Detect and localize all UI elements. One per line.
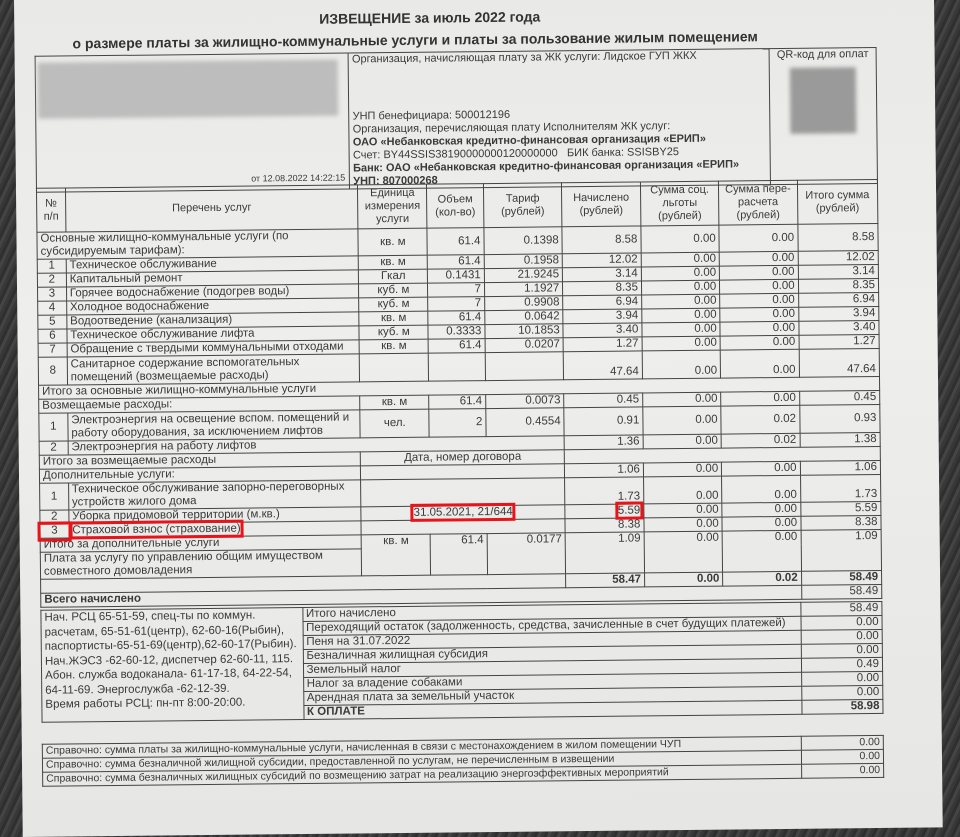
- cell-unit: кв. м: [359, 255, 428, 270]
- summary-table: [40, 601, 883, 723]
- all-charged-value: 58.49: [801, 584, 882, 599]
- cell-volume: 0.1431: [428, 269, 485, 284]
- cell-recalc: 0.00: [721, 391, 800, 406]
- office-hours: Время работы РСЦ: пн-пт 8:00-20:00.: [45, 696, 246, 711]
- cell-tariff: 21.9245: [484, 268, 563, 283]
- cell-total: 6.94: [798, 292, 879, 307]
- cell-volume: 61.4: [430, 534, 487, 576]
- cell-total: 0.93: [799, 404, 880, 433]
- section-title-main: Основные жилищно-коммунальные услуги (по субсидируемым тарифам):: [37, 229, 359, 259]
- reference-value: 0.00: [801, 735, 883, 750]
- summary-value: 0.00: [801, 643, 883, 658]
- cell-unit: Гкал: [359, 269, 428, 284]
- header-table: [35, 47, 878, 193]
- cell-benefit: 0.00: [643, 462, 722, 477]
- col-tariff: Тариф (рублей): [483, 183, 562, 228]
- payment-notice-paper: [14, 0, 943, 837]
- cell-benefit: 0.00: [643, 476, 722, 504]
- cell-number: 2: [37, 273, 66, 287]
- cell-tariff: 0.4554: [486, 408, 565, 437]
- cell-charged: 1.09: [565, 532, 644, 574]
- contract-header: Дата, номер договора: [361, 450, 565, 466]
- cell-recalc: 0.00: [720, 335, 799, 350]
- subtotal-label: Итого за возмещаемые расходы: [39, 452, 361, 469]
- cell-total: 3.94: [798, 306, 879, 321]
- cell-number: 7: [38, 343, 67, 357]
- cell-unit: кв. м: [358, 228, 427, 256]
- unp-beneficiary: УНП бенефициара: 500012196: [352, 108, 511, 123]
- bank-bik: БИК банка: SSISBY25: [566, 146, 680, 160]
- col-volume: Объем (кол-во): [427, 184, 484, 229]
- highlight-contract: 31.05.2021, 21/644: [413, 505, 513, 519]
- summary-label: Итого начислено: [302, 602, 800, 621]
- cell-total: 8.38: [801, 515, 882, 530]
- cell-service: Холодное водоснабжение: [66, 298, 359, 315]
- cell-number: 8: [38, 357, 67, 385]
- organization-block: [348, 49, 770, 189]
- cell-recalc: 0.00: [722, 502, 801, 517]
- cell-volume: 61.4: [427, 255, 484, 270]
- cell-benefit: 0.00: [643, 406, 722, 435]
- qr-code[interactable]: [790, 67, 857, 134]
- cell-empty: [485, 352, 564, 381]
- cell-volume: 61.4: [428, 311, 485, 326]
- section-title-reimbursable: Возмещаемые расходы:: [39, 396, 361, 413]
- cell-benefit: 0.00: [643, 392, 722, 407]
- cell-benefit: 0.00: [644, 517, 723, 532]
- cell-empty: [360, 353, 429, 382]
- cell-tariff: 0.0642: [485, 310, 564, 325]
- cell-benefit: 0.00: [642, 308, 721, 323]
- cell-recalc: 0.00: [722, 461, 801, 476]
- cell-recalc: 0.00: [722, 530, 801, 572]
- cell-unit: куб. м: [359, 283, 428, 298]
- cell-charged: 0.45: [564, 393, 643, 408]
- cell-unit: кв. м: [359, 311, 428, 326]
- highlight-insurance-charged: 5.59: [617, 504, 641, 517]
- cell-recalc: 0.00: [720, 349, 799, 378]
- contacts-text: Нач. РСЦ 65-51-59, спец-ты по коммун. расчетам, 65-51-61(центр), 62-60-16(Рыбин), паспортисты-65-51-69(центр),62-60-17(Рыбин). Нач.ЖЭС3 -62-60-12, диспетчер 62-60-11, 115. Абон. служба водоканала- 61-17-18, 64-22-54, 64-11-69. Энергослужба -62-12-39.: [44, 609, 297, 697]
- cell-service: Водоотведение (канализация): [67, 312, 360, 329]
- cell-unit: куб. м: [359, 297, 428, 312]
- cell-tariff: 0.1958: [484, 254, 563, 269]
- cell-volume: 7: [428, 283, 485, 298]
- summary-label: Арендная плата за земельный участок: [303, 686, 801, 705]
- cell-number: 6: [38, 329, 67, 343]
- col-recalc: Сумма пере-расчета (рублей): [719, 180, 798, 225]
- cell-benefit: 0.00: [642, 294, 721, 309]
- cell-recalc: 0.00: [720, 321, 799, 336]
- reference-value: 0.00: [802, 763, 884, 778]
- cell-charged: 0.91: [564, 407, 643, 436]
- cell-total: 8.58: [798, 223, 879, 251]
- cell-benefit: 0.00: [641, 252, 720, 267]
- reference-table: [42, 735, 884, 787]
- cell-total: 5.59: [800, 501, 881, 516]
- summary-value: 0.00: [801, 629, 883, 644]
- cell-total: 1.38: [800, 432, 881, 447]
- cell-total: 3.40: [799, 320, 880, 335]
- cell-service: Техническое обслуживание: [66, 256, 359, 273]
- cell-number: 4: [38, 301, 67, 315]
- cell-benefit: 0.00: [643, 434, 722, 449]
- summary-value: 0.00: [800, 615, 882, 630]
- summary-value: 0.00: [801, 671, 883, 686]
- cell-recalc: 0.00: [720, 293, 799, 308]
- qr-block: [769, 47, 877, 184]
- col-number: № п/п: [36, 188, 65, 232]
- bank-info: Банк: ОАО «Небанковская кредитно-финансовая организация «ЕРИП» УНП: 807000268: [353, 158, 740, 188]
- cell-benefit: 0.00: [641, 225, 720, 253]
- cell-charged: 1.36: [564, 435, 643, 450]
- cell-charged: 58.47: [566, 573, 645, 588]
- cell-charged: 3.14: [563, 267, 642, 282]
- org-charging: Организация, начисляющая плату за ЖК услуги: Лидское ГУП ЖКХ: [351, 49, 697, 66]
- cell-volume: 61.4: [428, 339, 485, 354]
- col-charged: Начислено (рублей): [562, 182, 641, 227]
- cell-number: 1: [39, 413, 68, 441]
- col-benefit: Сумма соц. льготы (рублей): [640, 181, 719, 226]
- cell-total: 3.14: [798, 264, 879, 279]
- cell-benefit: 0.00: [642, 336, 721, 351]
- notice-subtitle: о размере платы за жилищно-коммунальные услуги и платы за пользование жилым помещением: [72, 28, 758, 52]
- cell-benefit: 0.00: [644, 572, 723, 587]
- summary-label: Пеня на 31.07.2022: [303, 630, 801, 649]
- contacts-block: [41, 608, 304, 723]
- cell-recalc: 0.00: [720, 279, 799, 294]
- cell-total: 12.02: [798, 250, 879, 265]
- cell-benefit: 0.00: [641, 280, 720, 295]
- section-title-extra: Дополнительные услуги:: [39, 466, 361, 483]
- cell-total: 1.06: [800, 460, 881, 475]
- cell-charged: 3.94: [563, 309, 642, 324]
- cell-unit: куб. м: [359, 325, 428, 340]
- cell-benefit: 0.00: [642, 350, 721, 379]
- cell-volume: 2: [429, 409, 486, 438]
- cell-recalc: 0.02: [721, 433, 800, 448]
- cell-charged: 1.73: [565, 477, 644, 505]
- amount-due-label: К ОПЛАТЕ: [303, 700, 801, 719]
- cell-number: 5: [38, 315, 67, 329]
- summary-label: Переходящий остаток (задолженность, средства, зачисленные в счет будущих платежей): [303, 616, 801, 635]
- reference-value: 0.00: [802, 749, 884, 764]
- cell-volume: 61.4: [427, 228, 484, 256]
- reference-label: Справочно: сумма безналичной жилищной субсидии, предоставленной по услугам, не перечисленным в извещении: [42, 750, 801, 772]
- cell-tariff: 10.1853: [485, 324, 564, 339]
- amount-due-value: 58.98: [801, 699, 883, 714]
- cell-number: 1: [40, 483, 69, 510]
- subtotal-label: Итого за дополнительные услуги: [40, 535, 362, 552]
- notice-title: ИЗВЕЩЕНИЕ за июль 2022 года: [319, 8, 541, 27]
- cell-recalc: 0.02: [723, 571, 802, 586]
- cell-charged: 1.27: [563, 337, 642, 352]
- payer-block: [35, 53, 350, 192]
- cell-charged: 47.64: [563, 351, 642, 380]
- cell-charged: 8.38: [565, 518, 644, 533]
- cell-service: Обращение с твердыми коммунальными отходами: [67, 340, 360, 357]
- cell-service: Плата за услугу по управлению общим имуществом совместного домовладения: [40, 549, 362, 579]
- cell-charged: 1.06: [565, 463, 644, 478]
- cell-service: Капитальный ремонт: [66, 270, 359, 287]
- cell-total: 1.27: [799, 334, 880, 349]
- cell-number: 3: [38, 287, 67, 301]
- cell-volume: 7: [428, 297, 485, 312]
- cell-total: 1.73: [800, 474, 881, 502]
- cell-tariff: 0.0207: [485, 338, 564, 353]
- cell-contract: [361, 478, 565, 507]
- issue-date: от 12.08.2022 14:22:15: [251, 172, 346, 184]
- cell-benefit: 0.00: [642, 322, 721, 337]
- org-transfer-name: ОАО «Небанковская кредитно-финансовая организация «ЕРИП»: [352, 132, 706, 149]
- all-charged-label: Всего начислено: [41, 585, 802, 607]
- cell-unit: кв. м: [360, 395, 429, 410]
- cell-tariff: 0.1398: [484, 227, 563, 255]
- cell-charged: 12.02: [562, 253, 641, 268]
- cell-number: 1: [37, 259, 66, 273]
- cell-number: 2: [39, 441, 68, 455]
- account-number: Счет: BY44SSIS38190000000120000000: [352, 147, 558, 162]
- cell-benefit: 0.00: [644, 531, 723, 573]
- highlight-insurance-name: Страховой взнос (страхование): [72, 522, 241, 537]
- cell-volume: 0.3333: [428, 325, 485, 340]
- cell-benefit: 0.00: [641, 266, 720, 281]
- cell-volume: 61.4: [429, 395, 486, 410]
- cell-total: 0.45: [799, 390, 880, 405]
- cell-recalc: 0.00: [722, 516, 801, 531]
- cell-tariff: 1.1927: [484, 282, 563, 297]
- cell-service: Электроэнергия на работу лифтов: [68, 436, 565, 455]
- summary-label: Налог за владение собаками: [303, 672, 801, 691]
- cell-tariff: 0.9908: [485, 296, 564, 311]
- cell-total: 8.35: [798, 278, 879, 293]
- org-transfer-label: Организация, перечисляющая плату Исполнителям ЖК услуг:: [352, 120, 671, 136]
- cell-service: Санитарное содержание вспомогательных помещений (возмещаемые расходы): [67, 354, 360, 385]
- cell-recalc: 0.00: [720, 265, 799, 280]
- cell-service: Горячее водоснабжение (подогрев воды): [66, 284, 359, 301]
- cell-total: 47.64: [799, 348, 880, 377]
- subtotal-label: Итого за основные жилищно-коммунальные услуги: [39, 376, 880, 399]
- cell-recalc: 0.00: [720, 307, 799, 322]
- cell-unit: кв. м: [362, 534, 431, 576]
- cell-number: 3: [40, 524, 69, 538]
- cell-service: Электроэнергия на освещение вспом. помещений и работу оборудования, за исключением лифтов: [68, 410, 361, 441]
- cell-number: 2: [40, 510, 69, 524]
- col-service: Перечень услуг: [65, 185, 358, 232]
- cell-service: Техническое обслуживание лифта: [67, 326, 360, 343]
- summary-value: 0.49: [801, 657, 883, 672]
- cell-total: 58.49: [801, 570, 882, 585]
- cell-charged: [565, 504, 644, 519]
- services-table: [36, 179, 882, 608]
- cell-recalc: 0.00: [719, 224, 798, 252]
- cell-empty: [428, 353, 485, 382]
- cell-charged: 6.94: [563, 295, 642, 310]
- cell-service: Техническое обслуживание запорно-переговорных устройств жилого дома: [68, 480, 361, 510]
- qr-label: QR-код для оплат: [776, 48, 869, 62]
- summary-value: 58.49: [800, 601, 882, 616]
- cell-charged: 8.35: [563, 281, 642, 296]
- cell-charged: 3.40: [563, 323, 642, 338]
- cell-charged: 8.58: [562, 226, 641, 254]
- cell-recalc: 0.00: [719, 251, 798, 266]
- cell-tariff: 0.0073: [486, 394, 565, 409]
- cell-recalc: 0.00: [722, 475, 801, 503]
- reference-label: Справочно: сумма безналичных жилищных субсидий по возмещению затрат на реализацию энергоэффективных мероприятий: [43, 764, 802, 786]
- summary-label: Земельный налог: [303, 658, 801, 677]
- redacted-payer-name: [38, 60, 339, 119]
- cell-unit: чел.: [360, 409, 429, 438]
- summary-label: Безналичная жилищная субсидия: [303, 644, 801, 663]
- reference-label: Справочно: сумма платы за жилищно-коммунальные услуги, начисленная в связи с местонахождением в жилом помещении ЧУП: [42, 736, 801, 758]
- col-total: Итого сумма (рублей): [797, 179, 878, 224]
- cell-benefit: 0.00: [644, 503, 723, 518]
- cell-unit: кв. м: [359, 339, 428, 354]
- cell-recalc: 0.02: [721, 405, 800, 434]
- cell-service: Уборка придомовой территории (м.кв.): [69, 507, 362, 524]
- cell-total: 1.09: [801, 529, 882, 571]
- col-unit: Единица измерения услуги: [358, 184, 427, 229]
- summary-value: 0.00: [801, 685, 883, 700]
- cell-tariff: 0.0177: [487, 533, 566, 575]
